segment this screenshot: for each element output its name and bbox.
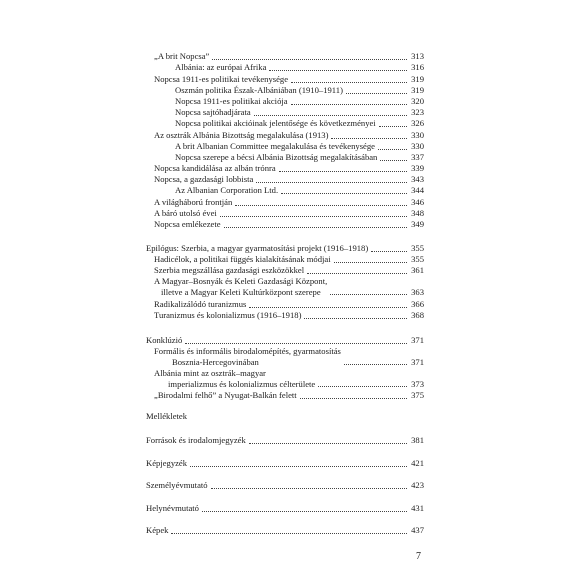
toc-entry-title: Nopcsa politikai akcióinak jelentősége és következményei [175, 118, 376, 128]
dot-leader [334, 262, 407, 263]
toc-entry [146, 525, 424, 536]
toc-entry-page: 344 [411, 185, 424, 195]
toc-entry [146, 435, 424, 446]
dot-leader [254, 115, 407, 116]
toc-entry [175, 85, 424, 96]
toc-entry-title: A brit Albanian Committee megalakulása és tevékenysége [175, 141, 375, 151]
toc-entry [154, 163, 424, 174]
toc-entry-title-line: A Magyar–Bosnyák és Keleti Gazdasági Központ, [154, 276, 328, 286]
toc-entry-title: Nopcsa 1911-es politikai tevékenysége [154, 74, 289, 84]
toc-entry-page: 313 [411, 51, 424, 61]
dot-leader [256, 182, 407, 183]
dot-leader [331, 138, 407, 139]
toc-entry-title: Albánia: az európai Afrika [175, 62, 267, 72]
toc-entry-title-block [154, 368, 315, 389]
toc-entry [154, 197, 424, 208]
dot-leader [291, 82, 407, 83]
toc-entry-page: 421 [411, 458, 424, 468]
dot-leader [371, 251, 407, 252]
toc-entry [154, 390, 424, 401]
toc-entry [154, 254, 424, 265]
toc-entry-page: 330 [411, 130, 424, 140]
toc-entry-title: Nopcsa emlékezete [154, 219, 221, 229]
dot-leader [307, 273, 407, 274]
toc-entry-page: 373 [411, 378, 424, 389]
toc-entry-page: 355 [411, 243, 424, 253]
toc-entry-title-block [154, 276, 327, 297]
toc-entry-page: 423 [411, 480, 424, 490]
dot-leader [202, 511, 407, 512]
toc-entry-page: 361 [411, 265, 424, 275]
dot-leader [269, 70, 407, 71]
dot-leader [281, 193, 407, 194]
toc-entry-title: A világháború frontján [154, 197, 233, 207]
toc-entry-page: 431 [411, 503, 424, 513]
toc-entry-title-block [154, 346, 341, 367]
dot-leader [380, 160, 407, 161]
toc-entry-title: A báró utolsó évei [154, 208, 217, 218]
dot-leader [279, 171, 407, 172]
toc-entry [154, 310, 424, 321]
toc-entry-title-line: imperializmus és kolonializmus célterülete [168, 378, 316, 389]
toc-entry [154, 51, 424, 62]
toc-entry-page: 320 [411, 96, 424, 106]
toc-entry-page: 316 [411, 62, 424, 72]
toc-entry [146, 480, 424, 491]
toc-entry [175, 118, 424, 129]
dot-leader [344, 364, 407, 365]
toc-entry-page: 337 [411, 152, 424, 162]
toc-entry-title-line: Albánia mint az osztrák–magyar [154, 368, 266, 378]
toc-entry-page: 366 [411, 299, 424, 309]
toc-entry [154, 174, 424, 185]
page-number: 7 [416, 551, 421, 562]
toc-entry-title: „A brit Nopcsa” [154, 51, 210, 61]
toc-entry-title: Az osztrák Albánia Bizottság megalakulása (1913) [154, 130, 329, 140]
toc-entry-page: 371 [411, 335, 424, 345]
toc-entry [175, 107, 424, 118]
toc-entry-title: Nopcsa szerepe a bécsi Albánia Bizottság megalakításában [175, 152, 378, 162]
toc-entry-title: Radikalizálódó turanizmus [154, 299, 247, 309]
toc-entry-page: 349 [411, 219, 424, 229]
toc-entry-title: Epilógus: Szerbia, a magyar gyarmatosítási projekt (1916–1918) [146, 243, 369, 253]
toc-entry-page: 348 [411, 208, 424, 218]
toc-entry [175, 152, 424, 163]
toc-entry [154, 208, 424, 219]
toc-entry-page: 363 [411, 286, 424, 297]
dot-leader [171, 533, 407, 534]
toc-entry-title: Nopcsa kandidálása az albán trónra [154, 163, 276, 173]
toc-entry-title: Szerbia megszállása gazdasági eszközökkel [154, 265, 305, 275]
toc-entry-title-line: Formális és informális birodalomépítés, gyarmatosítás [154, 346, 341, 356]
toc-entry-title: Nopcsa, a gazdasági lobbista [154, 174, 254, 184]
toc-entry-title: Az Albanian Corporation Ltd. [175, 185, 279, 195]
toc-entry-page: 368 [411, 310, 424, 320]
toc-entry [154, 219, 424, 230]
dot-leader [220, 216, 407, 217]
toc-entry [146, 458, 424, 469]
toc-entry-title: Képjegyzék [146, 458, 188, 468]
toc-entry-page: 371 [411, 356, 424, 367]
toc-entry [175, 185, 424, 196]
toc-entry-page: 330 [411, 141, 424, 151]
toc-entry [146, 503, 424, 514]
toc-entry-title-line: illetve a Magyar Keleti Kultúrközpont szerepe [161, 286, 321, 297]
dot-leader [190, 466, 407, 467]
toc-entry [154, 265, 424, 276]
toc-entry-title-line: Bosznia-Hercegovinában [172, 356, 259, 367]
dot-leader [379, 126, 407, 127]
toc-entry-title: Nopcsa 1911-es politikai akciója [175, 96, 288, 106]
toc-entry-page: 381 [411, 435, 424, 445]
toc-entry-page: 437 [411, 525, 424, 535]
toc-entry-page: 355 [411, 254, 424, 264]
toc-entry [146, 335, 424, 346]
dot-leader [304, 318, 407, 319]
toc-entry-title: Személyévmutató [146, 480, 208, 490]
toc-entry-page: 319 [411, 74, 424, 84]
toc-entry [146, 243, 424, 254]
toc-entry-title: Turanizmus és kolonializmus (1916–1918) [154, 310, 302, 320]
appendix-heading: Mellékletek [146, 411, 188, 421]
toc-entry-title: Konklúzió [146, 335, 183, 345]
toc-entry-page: 346 [411, 197, 424, 207]
toc-entry-title: Oszmán politika Észak-Albániában (1910–1911) [175, 85, 343, 95]
dot-leader [378, 149, 407, 150]
toc-entry [175, 96, 424, 107]
dot-leader [291, 104, 407, 105]
toc-entry-page: 343 [411, 174, 424, 184]
dot-leader [249, 443, 407, 444]
toc-entry-title: Képek [146, 525, 169, 535]
dot-leader [212, 59, 407, 60]
toc-entry-page: 326 [411, 118, 424, 128]
dot-leader [224, 227, 407, 228]
toc-entry-title: Nopcsa sajtóhadjárata [175, 107, 251, 117]
toc-entry-page: 375 [411, 390, 424, 400]
dot-leader [330, 294, 407, 295]
toc-entry-title: Helynévmutató [146, 503, 199, 513]
toc-entry-title: Források és irodalomjegyzék [146, 435, 246, 445]
dot-leader [346, 93, 407, 94]
dot-leader [211, 488, 407, 489]
toc-entry [154, 276, 424, 297]
dot-leader [249, 307, 407, 308]
toc-entry-title: Hadicélok, a politikai függés kialakításának módjai [154, 254, 331, 264]
dot-leader [235, 205, 407, 206]
toc-entry [154, 346, 424, 367]
toc-entry [175, 62, 424, 73]
toc-entry-page: 323 [411, 107, 424, 117]
toc-entry [154, 74, 424, 85]
toc-entry-page: 319 [411, 85, 424, 95]
toc-entry [154, 299, 424, 310]
toc-entry [175, 141, 424, 152]
toc-entry [154, 130, 424, 141]
toc-entry [154, 368, 424, 389]
dot-leader [318, 386, 407, 387]
dot-leader [300, 398, 407, 399]
dot-leader [185, 343, 407, 344]
toc-entry-page: 339 [411, 163, 424, 173]
toc-entry-title: „Birodalmi felhő” a Nyugat-Balkán felett [154, 390, 297, 400]
